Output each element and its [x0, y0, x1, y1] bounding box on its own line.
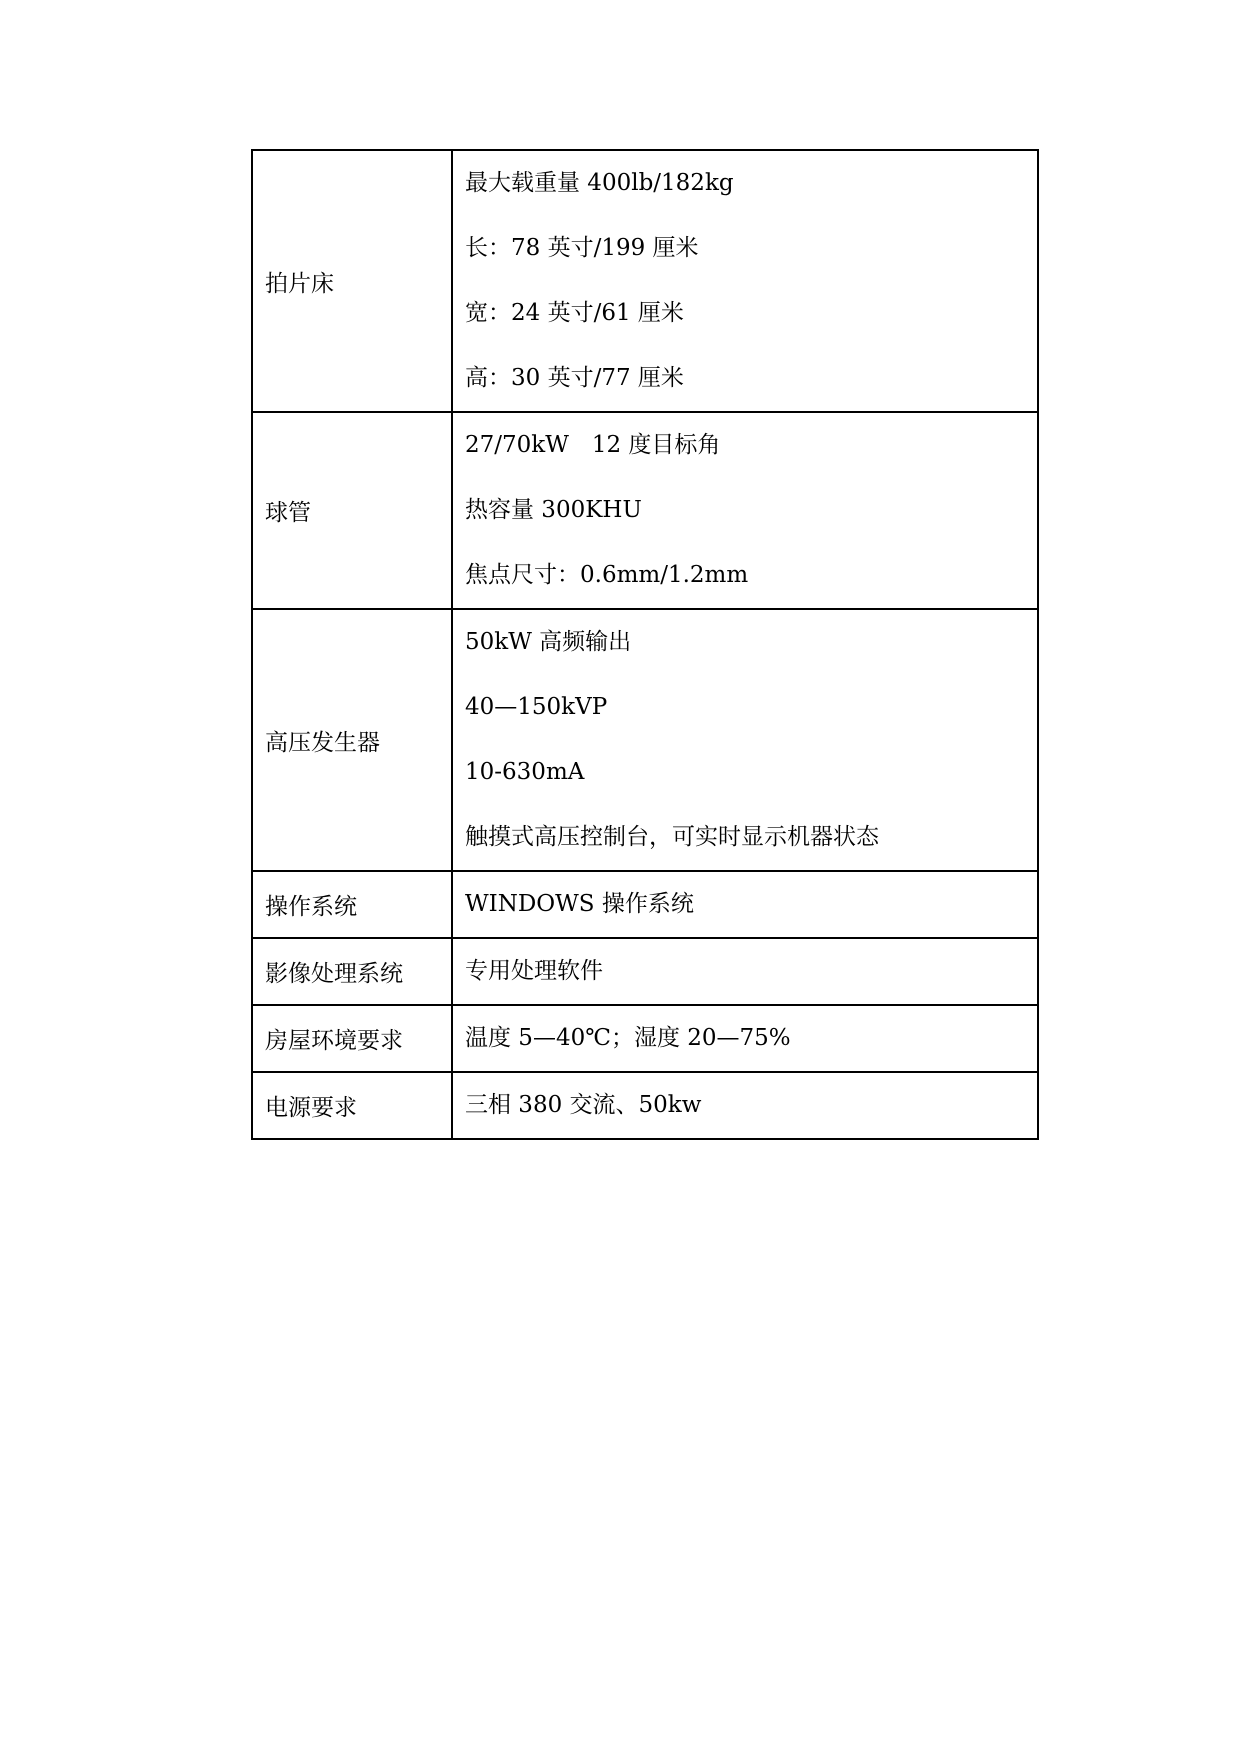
value-line: 50kW 高频输出: [465, 629, 632, 655]
row-value: [452, 412, 1038, 609]
row-value: [452, 609, 1038, 871]
value-line: WINDOWS 操作系统: [465, 891, 694, 917]
row-value: [452, 871, 1038, 938]
row-label: 操作系统: [252, 871, 452, 938]
value-line: 温度 5—40℃；湿度 20—75%: [465, 1025, 791, 1051]
value-line: 10-630mA: [465, 759, 585, 785]
value-line: 宽：24 英寸/61 厘米: [465, 300, 684, 326]
value-line: 焦点尺寸：0.6mm/1.2mm: [465, 562, 749, 588]
table-row-room-environment: [252, 1005, 1038, 1072]
value-line: 27/70kW 12 度目标角: [465, 432, 721, 458]
value-line: 专用处理软件: [465, 958, 603, 984]
table-row-exam-bed: [252, 150, 1038, 412]
row-label: 拍片床: [252, 150, 452, 412]
row-label: 房屋环境要求: [252, 1005, 452, 1072]
row-value: [452, 1072, 1038, 1139]
spec-table: [251, 149, 1039, 1140]
value-line: 高：30 英寸/77 厘米: [465, 365, 684, 391]
value-line: 最大载重量 400lb/182kg: [465, 170, 734, 196]
value-line: 长：78 英寸/199 厘米: [465, 235, 699, 261]
row-label: 球管: [252, 412, 452, 609]
table-row-os: [252, 871, 1038, 938]
row-label: 高压发生器: [252, 609, 452, 871]
value-line: 热容量 300KHU: [465, 497, 642, 523]
table-row-power: [252, 1072, 1038, 1139]
table-row-image-processing: [252, 938, 1038, 1005]
value-line: 40—150kVP: [465, 694, 608, 720]
row-value: [452, 938, 1038, 1005]
row-label: 电源要求: [252, 1072, 452, 1139]
value-line: 触摸式高压控制台，可实时显示机器状态: [465, 824, 879, 850]
row-value: [452, 1005, 1038, 1072]
value-line: 三相 380 交流、50kw: [465, 1092, 702, 1118]
table-row-generator: [252, 609, 1038, 871]
row-label: 影像处理系统: [252, 938, 452, 1005]
row-value: [452, 150, 1038, 412]
table-row-tube: [252, 412, 1038, 609]
